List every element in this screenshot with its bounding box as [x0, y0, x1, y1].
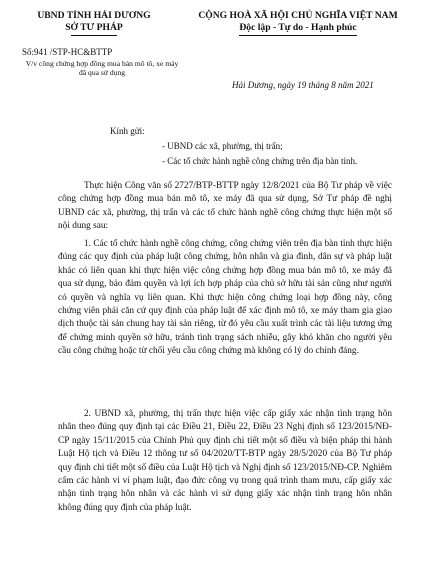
country-name: CỘNG HOÀ XÃ HỘI CHỦ NGHĨA VIỆT NAM — [198, 10, 398, 21]
agency-underline — [71, 35, 117, 36]
motto-underline — [239, 35, 357, 36]
intro-paragraph — [58, 180, 392, 234]
issuing-agency-header — [14, 10, 174, 36]
paragraph-text: 2. UBND xã, phường, thị trấn thực hiện việc cấp giấy xác nhận tình trạng hôn nhân theo đúng quy định tại các Điều 21, Điều 22, Điều 23 Nghị định số 123/2015/NĐ-CP ngày 15/11/2015 của Chính Phủ quy định chi tiết một số điều và biện pháp thi hành Luật Hộ tịch và Điều 12 thông tư số 04/2020/TT-BTP ngày 28/5/2020 của Bộ Tư pháp quy định chi tiết một số điều của Luật Hộ tịch và Nghị định số 123/2015/NĐ-CP. Nghiêm cấm các hành vi vi phạm luật, đạo đức công vụ trong quá trình tham mưu, cấp giấy xác nhận tình trạng hôn nhân và các hành vi sử dụng giấy xác nhận tình trạng hôn nhân không đúng quy định của pháp luật. — [58, 409, 392, 513]
department-name: SỞ TƯ PHÁP — [65, 22, 123, 33]
paragraph-text: 1. Các tổ chức hành nghề công chứng, công chứng viên trên địa bàn tỉnh thực hiện đúng các quy định của pháp luật công chứng, hôn nhân và gia đình, dân sự và pháp luật khác có liên quan khi thực hiện việc công chứng hợp đồng mua bán mô tô, xe máy đã qua sử dụng, bảo đảm quyền và lợi ích hợp pháp của chủ sở hữu tài sản cũng như người có quyền và nghĩa vụ liên quan. Khi thực hiện công chứng loại hợp đồng này, công chứng viên phải căn cứ quy định của pháp luật để xác định mô tô, xe máy tham gia giao dịch thuộc tài sản chung hay tài sản riêng, từ đó yêu cầu xuất trình các tài liệu tương ứng để chứng minh quyền sở hữu, tránh tình trạng sách nhiễu, gây khó khăn cho người yêu cầu công chứng hoặc từ chối yêu cầu công chứng mà không có lý do chính đáng. — [58, 239, 392, 357]
date-line: Hải Dương, ngày 19 tháng 8 năm 2021 — [232, 80, 374, 90]
paragraph-text: Thực hiện Công văn số 2727/BTP-BTTP ngày 12/8/2021 của Bộ Tư pháp về việc công chứng hợp đồng mua bán mô tô, xe máy đã qua sử dụng, Sở Tư pháp đề nghị UBND các xã, phường, thị trấn và các tổ chức hành nghề công chứng thực hiện một số nội dung sau: — [58, 181, 392, 232]
greeting: Kính gửi: — [110, 126, 145, 136]
national-header — [182, 10, 414, 36]
item-2-paragraph — [58, 408, 392, 515]
document-number: Số:941 /STP-HC&BTTP — [22, 47, 113, 57]
document-subject: V/v công chứng hợp đồng mua bán mô tô, xe máy đã qua sử dụng — [25, 59, 179, 77]
item-1-paragraph — [58, 238, 392, 359]
national-motto: Độc lập - Tự do - Hạnh phúc — [239, 22, 357, 33]
recipient-item: - UBND các xã, phường, thị trấn; — [162, 141, 283, 151]
recipient-item: - Các tổ chức hành nghề công chứng trên địa bàn tỉnh. — [162, 156, 358, 166]
agency-name: UBND TỈNH HẢI DƯƠNG — [37, 10, 151, 21]
